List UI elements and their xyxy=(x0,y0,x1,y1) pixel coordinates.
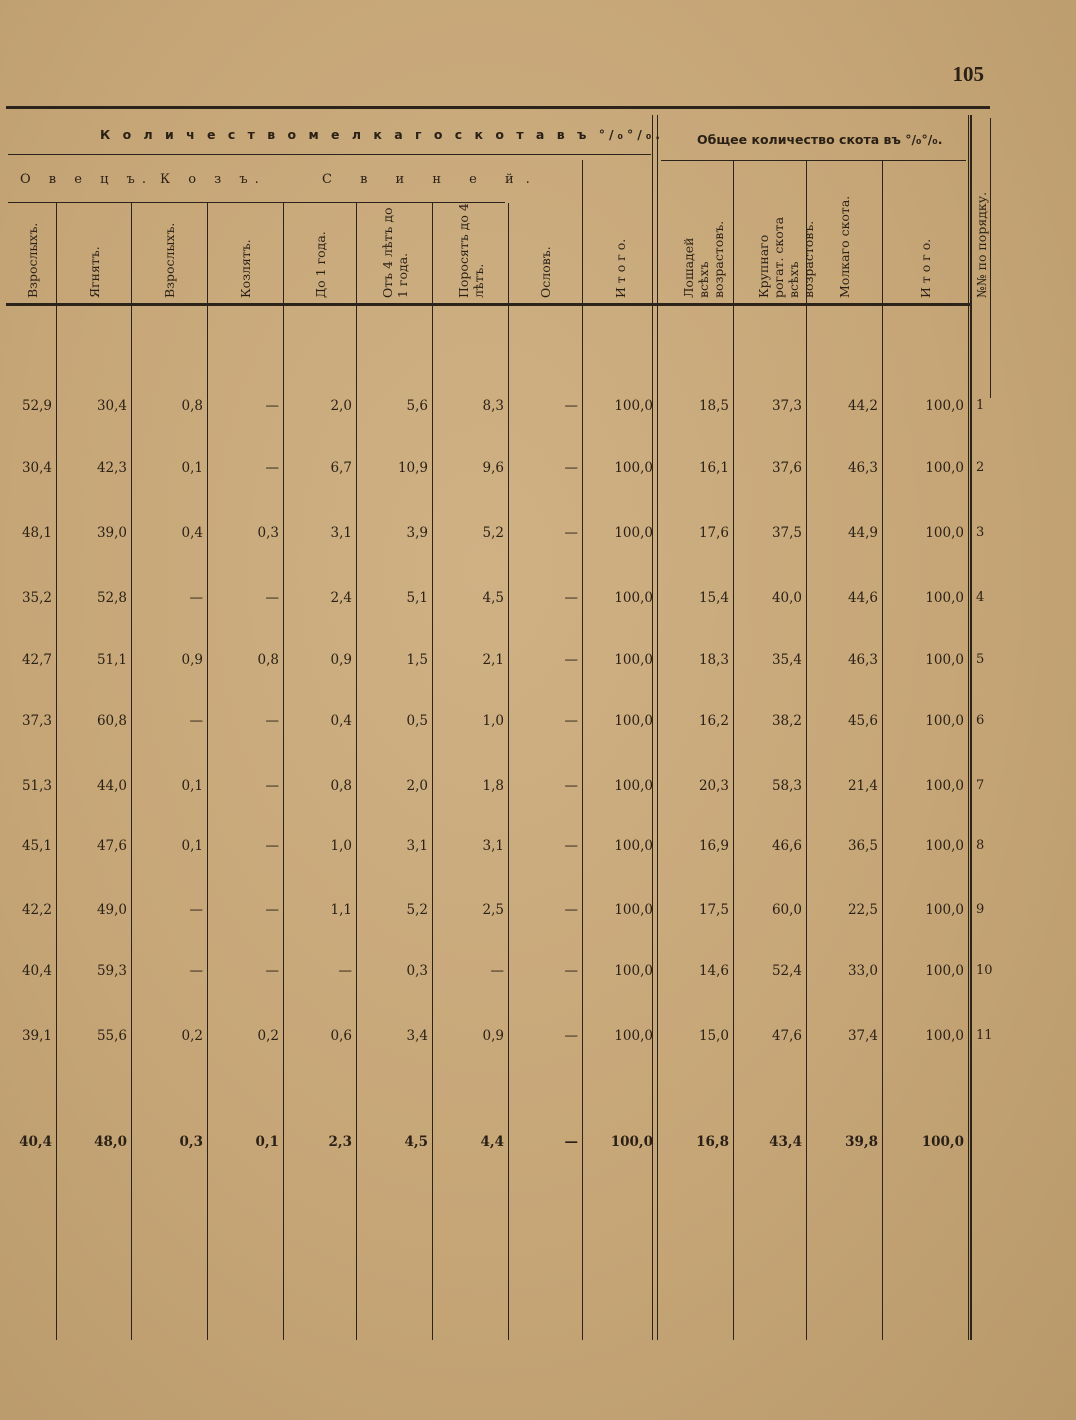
data-cell: 3,1 xyxy=(482,838,504,854)
data-cell: 1,0 xyxy=(482,713,504,729)
data-cell: 0,1 xyxy=(181,778,203,794)
data-cell: 0,8 xyxy=(330,778,352,794)
data-cell: — xyxy=(564,652,578,668)
data-cell: 100,0 xyxy=(614,398,653,414)
data-cell: 0,9 xyxy=(330,652,352,668)
sheep-group-title: О в е ц ъ. xyxy=(20,172,153,187)
data-cell: — xyxy=(265,963,279,979)
data-cell: 40,0 xyxy=(771,590,802,606)
row-number: 1 xyxy=(976,398,985,413)
data-cell: — xyxy=(265,713,279,729)
column-header: Лошадей всѣхъ возрастовъ. xyxy=(681,220,726,298)
goats-group-title: К о з ъ. xyxy=(160,172,266,187)
page-number: 105 xyxy=(952,62,984,86)
data-cell: — xyxy=(564,460,578,476)
column-divider xyxy=(968,115,969,1340)
header-bottom-rule xyxy=(6,303,972,306)
total-cell: 100,0 xyxy=(610,1134,653,1150)
data-cell: 42,3 xyxy=(96,460,127,476)
data-cell: 44,6 xyxy=(847,590,878,606)
data-cell: 100,0 xyxy=(925,525,964,541)
total-cell: 48,0 xyxy=(94,1134,127,1150)
data-cell: 47,6 xyxy=(771,1028,802,1044)
data-cell: 0,1 xyxy=(181,460,203,476)
total-cell: 4,5 xyxy=(404,1134,428,1150)
data-cell: — xyxy=(189,713,203,729)
data-cell: 42,2 xyxy=(21,902,52,918)
data-cell: 2,0 xyxy=(330,398,352,414)
data-cell: 0,4 xyxy=(330,713,352,729)
data-cell: 38,2 xyxy=(771,713,802,729)
data-cell: 21,4 xyxy=(847,778,878,794)
data-cell: 60,0 xyxy=(771,902,802,918)
column-divider xyxy=(131,203,132,1340)
data-cell: 100,0 xyxy=(614,590,653,606)
data-cell: — xyxy=(564,713,578,729)
data-cell: 15,4 xyxy=(698,590,729,606)
data-cell: 100,0 xyxy=(614,713,653,729)
data-cell: 8,3 xyxy=(482,398,504,414)
total-cell: 0,3 xyxy=(179,1134,203,1150)
data-cell: 3,1 xyxy=(330,525,352,541)
column-divider xyxy=(207,203,208,1340)
data-cell: 15,0 xyxy=(698,1028,729,1044)
data-cell: 42,7 xyxy=(21,652,52,668)
data-cell: 16,1 xyxy=(698,460,729,476)
column-divider xyxy=(432,203,433,1340)
section-rule-left xyxy=(8,154,651,155)
data-cell: 16,9 xyxy=(698,838,729,854)
data-cell: 60,8 xyxy=(96,713,127,729)
column-header: Ословъ. xyxy=(538,246,553,298)
data-cell: 3,1 xyxy=(406,838,428,854)
data-cell: 0,8 xyxy=(181,398,203,414)
data-cell: 100,0 xyxy=(925,652,964,668)
column-header: И т о г о. xyxy=(613,238,628,298)
data-cell: 100,0 xyxy=(925,398,964,414)
data-cell: 37,4 xyxy=(847,1028,878,1044)
column-divider xyxy=(56,203,57,1340)
row-number: 10 xyxy=(976,963,993,978)
data-cell: 49,0 xyxy=(96,902,127,918)
data-cell: — xyxy=(564,902,578,918)
data-cell: 0,8 xyxy=(257,652,279,668)
data-cell: 0,4 xyxy=(181,525,203,541)
total-cell: 16,8 xyxy=(696,1134,729,1150)
row-number: 6 xyxy=(976,713,985,728)
data-cell: 0,2 xyxy=(257,1028,279,1044)
total-cell: 43,4 xyxy=(769,1134,802,1150)
data-cell: 39,0 xyxy=(96,525,127,541)
data-cell: — xyxy=(564,778,578,794)
data-cell: 5,1 xyxy=(406,590,428,606)
data-cell: — xyxy=(265,398,279,414)
data-cell: 5,2 xyxy=(406,902,428,918)
data-cell: 44,2 xyxy=(847,398,878,414)
data-cell: 100,0 xyxy=(614,902,653,918)
data-cell: 1,1 xyxy=(330,902,352,918)
total-livestock-title: Общее количество скота въ °/₀°/₀. xyxy=(697,132,943,147)
data-cell: 100,0 xyxy=(925,1028,964,1044)
data-cell: 0,3 xyxy=(406,963,428,979)
data-cell: — xyxy=(564,1028,578,1044)
group-rule xyxy=(8,202,505,203)
data-cell: 100,0 xyxy=(925,778,964,794)
pigs-group-title: С в и н е й. xyxy=(322,172,542,187)
data-cell: — xyxy=(265,460,279,476)
total-cell: 39,8 xyxy=(845,1134,878,1150)
data-cell: — xyxy=(564,963,578,979)
data-cell: 18,3 xyxy=(698,652,729,668)
data-cell: 3,4 xyxy=(406,1028,428,1044)
data-cell: 0,6 xyxy=(330,1028,352,1044)
row-number: 7 xyxy=(976,778,985,793)
data-cell: 0,9 xyxy=(181,652,203,668)
data-cell: — xyxy=(564,590,578,606)
data-cell: 100,0 xyxy=(925,590,964,606)
data-cell: 100,0 xyxy=(614,652,653,668)
data-cell: 100,0 xyxy=(614,778,653,794)
data-cell: 20,3 xyxy=(698,778,729,794)
data-cell: 44,9 xyxy=(847,525,878,541)
column-header: Поросятъ до 4 лѣтъ. xyxy=(456,203,486,298)
row-number: 9 xyxy=(976,902,985,917)
data-cell: 35,4 xyxy=(771,652,802,668)
data-cell: 37,3 xyxy=(21,713,52,729)
data-cell: 39,1 xyxy=(21,1028,52,1044)
total-cell: 100,0 xyxy=(921,1134,964,1150)
data-cell: 58,3 xyxy=(771,778,802,794)
data-cell: 46,6 xyxy=(771,838,802,854)
right-inner-border xyxy=(970,115,972,1340)
data-cell: 45,6 xyxy=(847,713,878,729)
data-cell: — xyxy=(490,963,504,979)
column-header: Взрослыхъ. xyxy=(162,222,177,298)
data-cell: 100,0 xyxy=(925,713,964,729)
data-cell: 2,5 xyxy=(482,902,504,918)
right-border xyxy=(990,118,991,398)
data-cell: — xyxy=(189,902,203,918)
data-cell: 100,0 xyxy=(614,525,653,541)
top-rule xyxy=(6,106,990,109)
data-cell: 46,3 xyxy=(847,460,878,476)
data-cell: 51,3 xyxy=(21,778,52,794)
data-cell: — xyxy=(338,963,352,979)
data-cell: — xyxy=(564,838,578,854)
data-cell: — xyxy=(265,838,279,854)
data-cell: 5,2 xyxy=(482,525,504,541)
section-rule-right xyxy=(661,160,966,161)
data-cell: 22,5 xyxy=(847,902,878,918)
data-cell: 35,2 xyxy=(21,590,52,606)
column-header: Крупнаго рогат. скота всѣхъ возрастовъ. xyxy=(756,216,816,298)
data-cell: 1,0 xyxy=(330,838,352,854)
total-cell: 4,4 xyxy=(480,1134,504,1150)
data-cell: 40,4 xyxy=(21,963,52,979)
data-cell: 5,6 xyxy=(406,398,428,414)
row-number: 11 xyxy=(976,1028,993,1043)
column-header: Ягнятъ. xyxy=(87,246,102,298)
data-cell: — xyxy=(564,525,578,541)
data-cell: 44,0 xyxy=(96,778,127,794)
data-cell: 30,4 xyxy=(21,460,52,476)
column-header: Молкаго скота. xyxy=(837,195,852,298)
column-divider xyxy=(283,203,284,1340)
row-number: 4 xyxy=(976,590,985,605)
data-cell: 1,8 xyxy=(482,778,504,794)
data-cell: 100,0 xyxy=(614,838,653,854)
column-divider xyxy=(582,160,583,1340)
data-cell: 2,0 xyxy=(406,778,428,794)
data-cell: 52,8 xyxy=(96,590,127,606)
row-number: 2 xyxy=(976,460,985,475)
data-cell: — xyxy=(189,963,203,979)
data-cell: 48,1 xyxy=(21,525,52,541)
data-cell: — xyxy=(189,590,203,606)
data-cell: 37,6 xyxy=(771,460,802,476)
small-livestock-title: К о л и ч е с т в о м е л к а г о с к о т а в ъ °/₀°/₀. xyxy=(100,127,665,142)
column-divider xyxy=(356,203,357,1340)
data-cell: 47,6 xyxy=(96,838,127,854)
data-cell: 2,4 xyxy=(330,590,352,606)
data-cell: 0,3 xyxy=(257,525,279,541)
data-cell: 45,1 xyxy=(21,838,52,854)
data-cell: 33,0 xyxy=(847,963,878,979)
data-cell: 1,5 xyxy=(406,652,428,668)
data-cell: 100,0 xyxy=(614,963,653,979)
column-header: До 1 года. xyxy=(313,231,328,298)
data-cell: 3,9 xyxy=(406,525,428,541)
column-divider xyxy=(806,160,807,1340)
data-cell: 30,4 xyxy=(96,398,127,414)
data-cell: 100,0 xyxy=(614,1028,653,1044)
data-cell: 2,1 xyxy=(482,652,504,668)
column-divider xyxy=(882,160,883,1340)
data-cell: 37,5 xyxy=(771,525,802,541)
data-cell: 0,1 xyxy=(181,838,203,854)
data-cell: 100,0 xyxy=(925,902,964,918)
data-cell: — xyxy=(564,398,578,414)
column-divider xyxy=(733,160,734,1340)
column-header: Взрослыхъ. xyxy=(25,222,40,298)
data-cell: 10,9 xyxy=(397,460,428,476)
total-cell: 40,4 xyxy=(19,1134,52,1150)
data-cell: 36,5 xyxy=(847,838,878,854)
row-number-header: №№ по порядку. xyxy=(974,191,989,298)
data-cell: 4,5 xyxy=(482,590,504,606)
data-cell: 100,0 xyxy=(614,460,653,476)
data-cell: — xyxy=(265,590,279,606)
row-number: 8 xyxy=(976,838,985,853)
data-cell: 17,6 xyxy=(698,525,729,541)
data-cell: — xyxy=(265,778,279,794)
column-header: Отъ 4 лѣтъ до 1 года. xyxy=(380,207,410,298)
data-cell: 52,9 xyxy=(21,398,52,414)
column-header: И т о г о. xyxy=(918,238,933,298)
data-cell: 46,3 xyxy=(847,652,878,668)
data-cell: 100,0 xyxy=(925,963,964,979)
data-cell: 100,0 xyxy=(925,460,964,476)
data-cell: 18,5 xyxy=(698,398,729,414)
data-cell: 52,4 xyxy=(771,963,802,979)
data-cell: 51,1 xyxy=(96,652,127,668)
data-cell: 100,0 xyxy=(925,838,964,854)
row-number: 3 xyxy=(976,525,985,540)
data-cell: 0,5 xyxy=(406,713,428,729)
total-cell: 2,3 xyxy=(328,1134,352,1150)
data-cell: — xyxy=(265,902,279,918)
row-number: 5 xyxy=(976,652,985,667)
data-cell: 37,3 xyxy=(771,398,802,414)
column-header: Козлятъ. xyxy=(238,239,253,298)
data-cell: 0,2 xyxy=(181,1028,203,1044)
data-cell: 14,6 xyxy=(698,963,729,979)
data-cell: 9,6 xyxy=(482,460,504,476)
data-cell: 59,3 xyxy=(96,963,127,979)
data-cell: 55,6 xyxy=(96,1028,127,1044)
data-cell: 17,5 xyxy=(698,902,729,918)
total-cell: — xyxy=(564,1134,578,1150)
data-cell: 0,9 xyxy=(482,1028,504,1044)
column-divider xyxy=(508,203,509,1340)
data-cell: 16,2 xyxy=(698,713,729,729)
data-cell: 6,7 xyxy=(330,460,352,476)
total-cell: 0,1 xyxy=(255,1134,279,1150)
